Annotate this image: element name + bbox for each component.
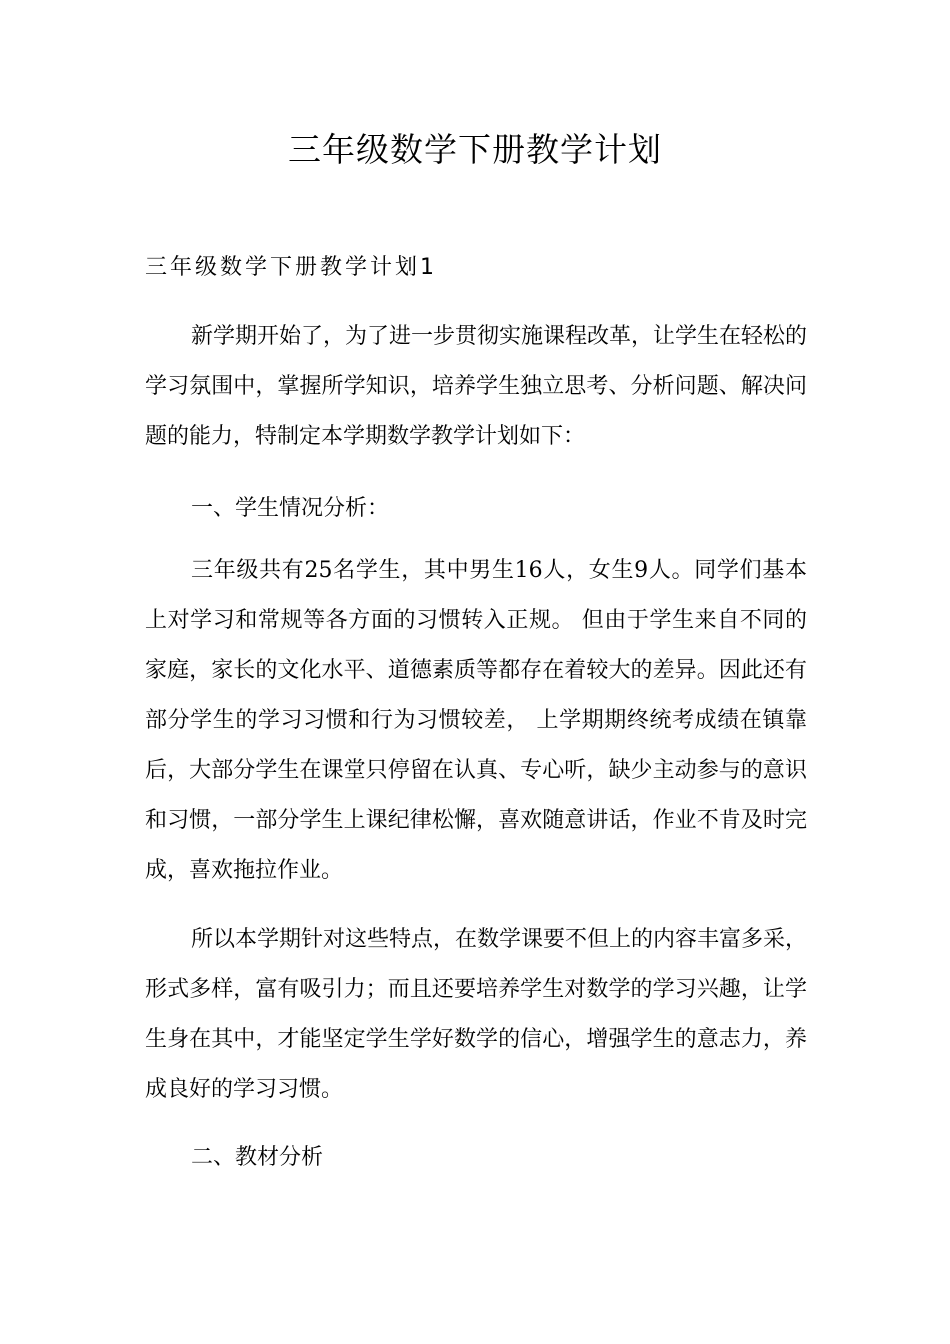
plan-paragraph: 所以本学期针对这些特点，在数学课要不但上的内容丰富多采，形式多样，富有吸引力；而且还要培养学生对数学的学习兴趣，让学生身在其中，才能坚定学生学好数学的信心，增强学生的意志力，养成良好的学习习惯。 [145, 927, 808, 1102]
subheading-textbook-analysis: 二、教材分析 [191, 1145, 324, 1170]
subheading-student-analysis: 一、学生情况分析： [191, 496, 390, 521]
intro-paragraph: 新学期开始了，为了进一步贯彻实施课程改革，让学生在轻松的学习氛围中，掌握所学知识，培养学生独立思考、分析问题、解决问题的能力，特制定本学期数学教学计划如下： [145, 324, 808, 449]
section-heading: 三年级数学下册教学计划1 [145, 255, 437, 280]
document-title: 三年级数学下册教学计划 [288, 130, 662, 169]
student-analysis-paragraph: 三年级共有25名学生，其中男生16人，女生9人。同学们基本上对学习和常规等各方面的习惯转入正规。 但由于学生来自不同的家庭，家长的文化水平、道德素质等都存在着较大的差异。因此还有部分学生的学习习惯和行为习惯较差， 上学期期终统考成绩在镇靠后，大部分学生在课堂只停留在认真、专心听，缺少主动参与的意识和习惯，一部分学生上课纪律松懈，喜欢随意讲话，作业不肯及时完成，喜欢拖拉作业。 [145, 558, 807, 883]
